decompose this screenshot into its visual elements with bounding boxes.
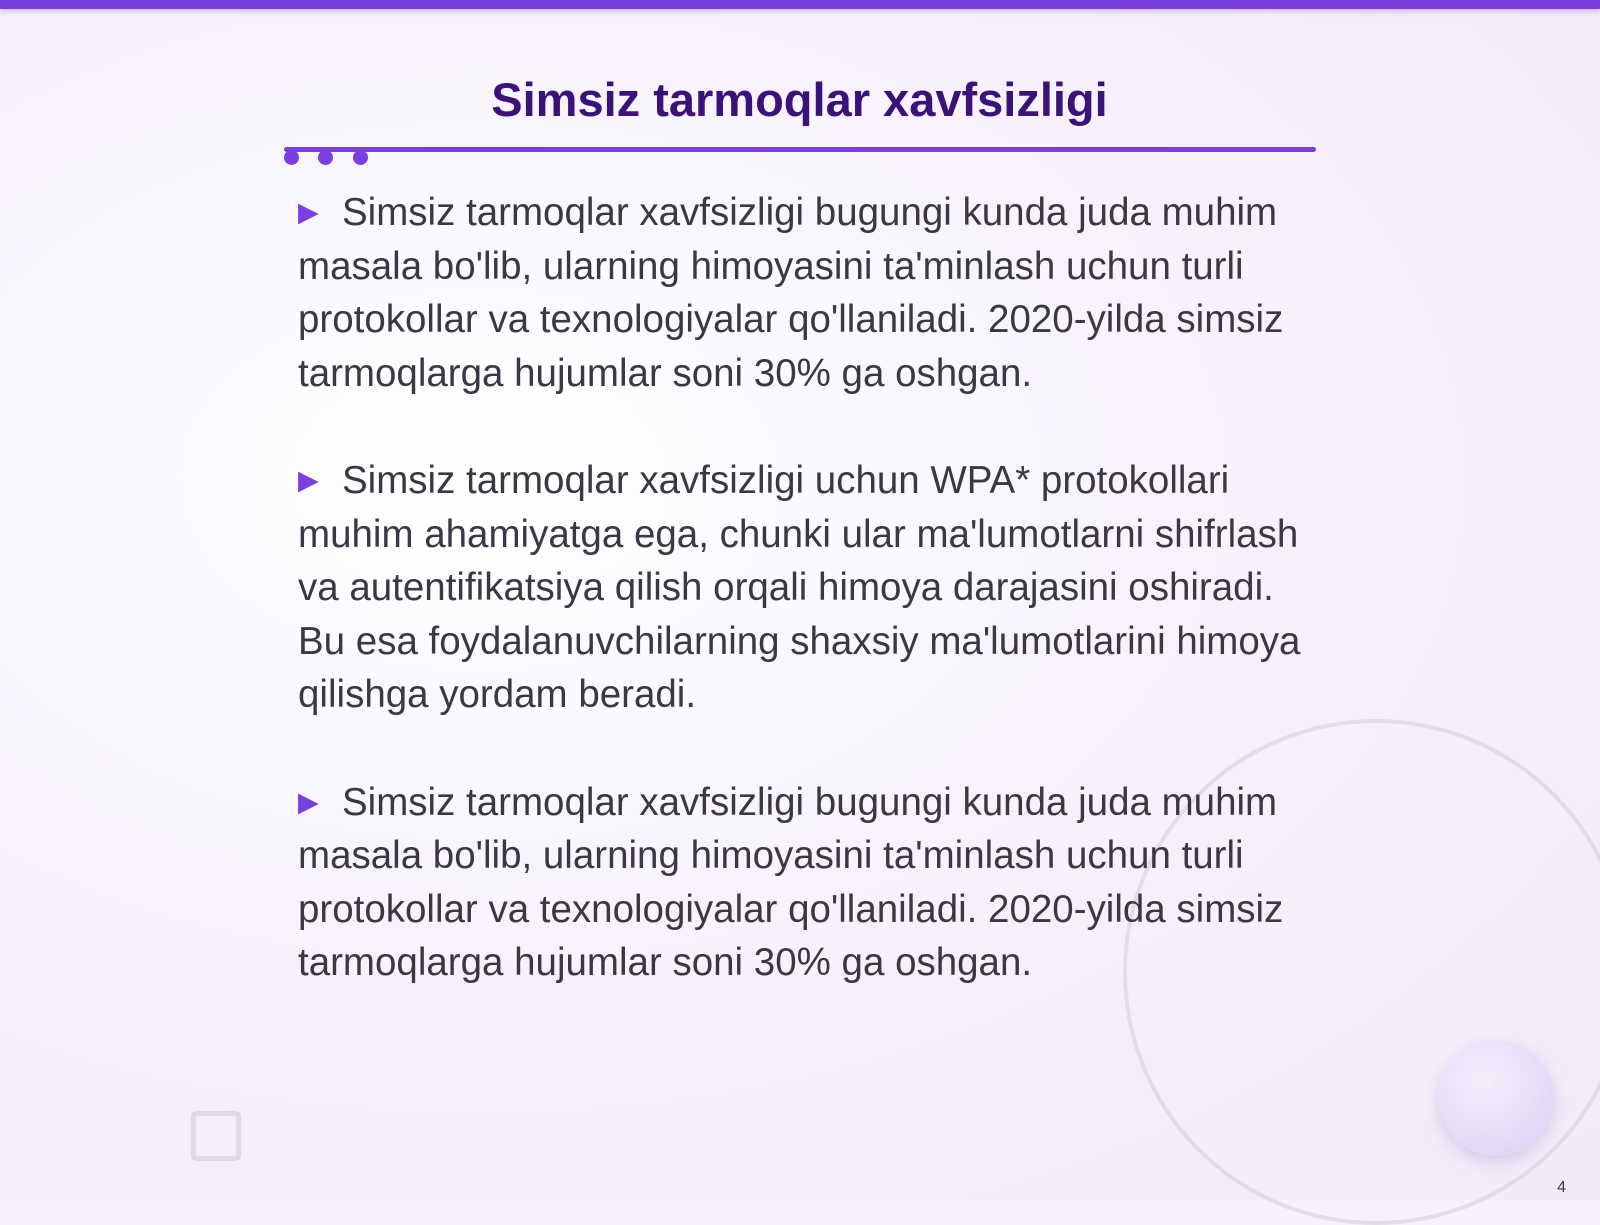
paragraph-text: Simsiz tarmoqlar xavfsizligi uchun WPA* protokollari muhim ahamiyatga ega, chunki ular ma'lumotlarni shifrlash va autentifikatsiya qilish orqali himoya darajasini oshiradi. Bu esa foydalanuvchilarning shaxsiy ma'lumotlarini himoya qilishga yordam beradi. <box>298 459 1301 716</box>
decorative-dot <box>318 150 333 165</box>
triangle-right-bullet-icon: ▶ <box>298 786 319 817</box>
triangle-right-bullet-icon: ▶ <box>298 465 319 495</box>
triangle-right-bullet-icon: ▶ <box>298 197 319 227</box>
slide-body <box>298 186 1308 1044</box>
bullet-paragraph <box>298 776 1308 990</box>
slide-title: Simsiz tarmoqlar xavfsizligi <box>491 73 1108 126</box>
decorative-square <box>191 1111 241 1161</box>
paragraph-text: Simsiz tarmoqlar xavfsizligi bugungi kunda juda muhim masala bo'lib, ularning himoyasini ta'minlash uchun turli protokollar va texnologiyalar qo'llaniladi. 2020-yilda simsiz tarmoqlarga hujumlar soni 30% ga oshgan. <box>298 780 1284 984</box>
bullet-paragraph <box>298 186 1308 400</box>
decorative-dot <box>353 150 368 165</box>
title-underline <box>284 147 1316 152</box>
decorative-circle <box>1438 1040 1554 1156</box>
top-accent-bar <box>0 0 1600 9</box>
paragraph-text: Simsiz tarmoqlar xavfsizligi bugungi kunda juda muhim masala bo'lib, ularning himoyasini ta'minlash uchun turli protokollar va texnologiyalar qo'llaniladi. 2020-yilda simsiz tarmoqlarga hujumlar soni 30% ga oshgan. <box>298 191 1284 395</box>
bullet-paragraph <box>298 454 1308 722</box>
decorative-dot <box>284 150 299 165</box>
page-number: 4 <box>1557 1179 1566 1196</box>
